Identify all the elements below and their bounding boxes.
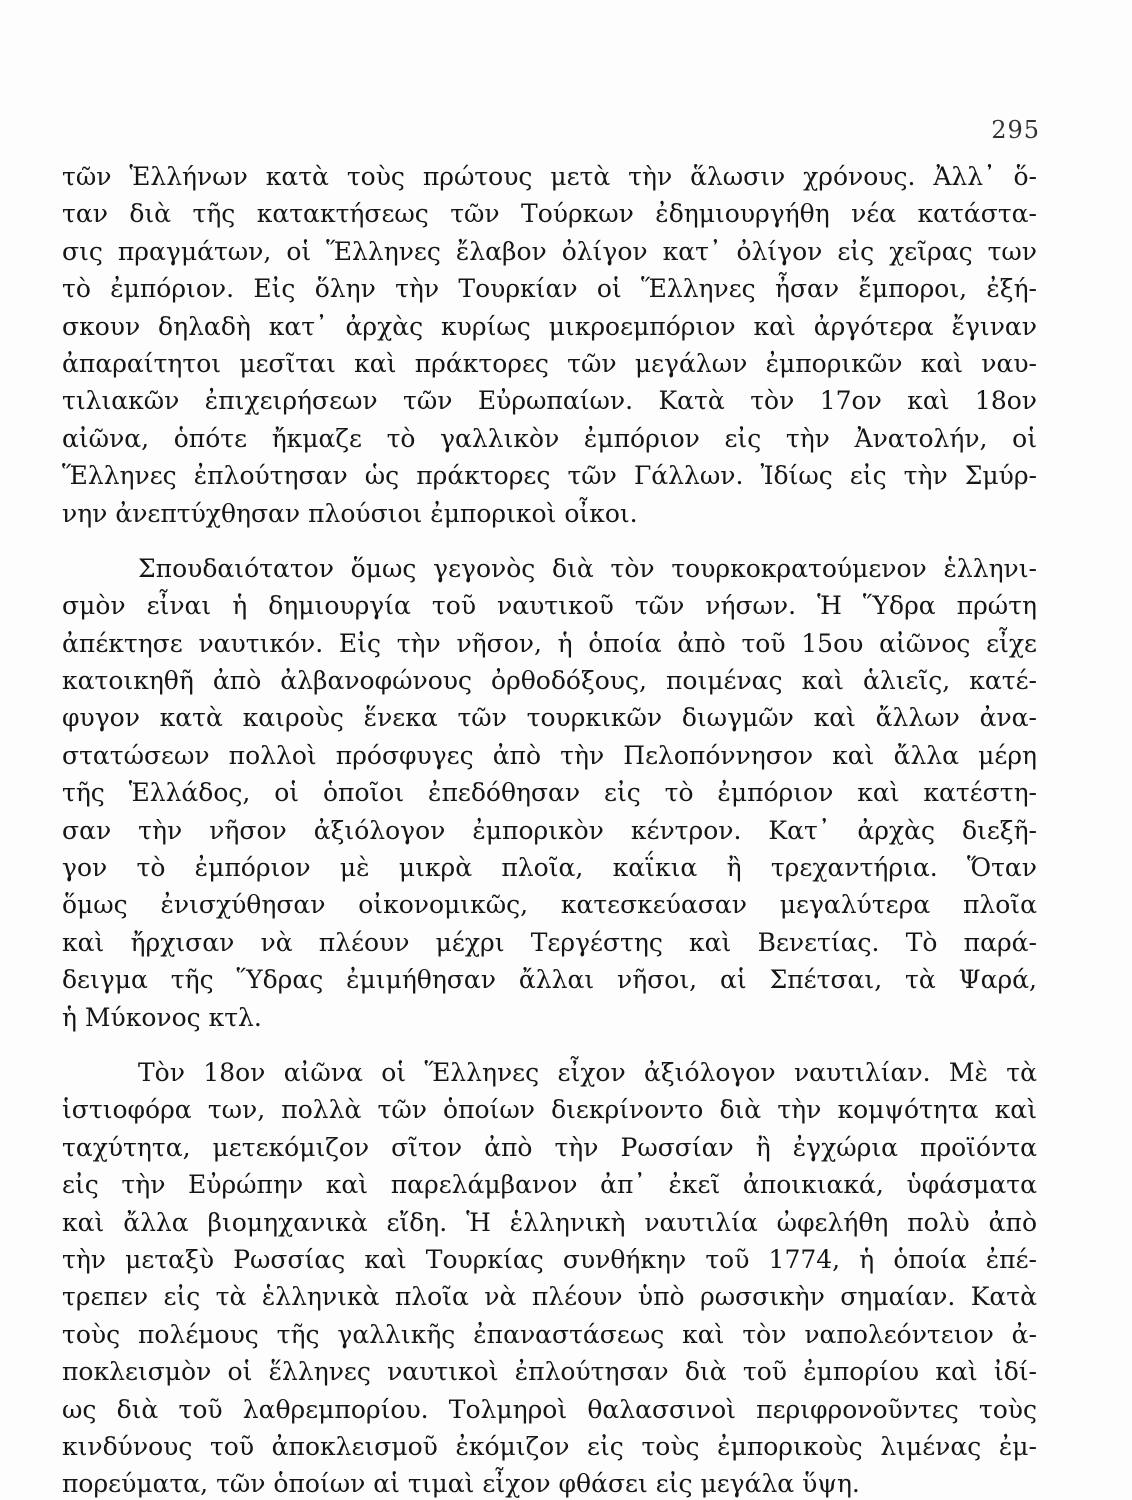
text-line: τῶν Ἑλλήνων κατὰ τοὺς πρώτους μετὰ τὴν ἅλωσιν χρόνους. Ἀλλ᾿ ὅ- [62,162,1037,191]
paragraph-gap [62,1036,1037,1054]
paragraph-gap [62,532,1037,550]
page-number: 295 [991,116,1040,144]
text-line: κατοικηθῆ ἀπὸ ἀλβανοφώνους ὀρθοδόξους, ποιμένας καὶ ἁλιεῖς, κατέ- [62,666,1037,696]
text-line: ἀπαραίτητοι μεσῖται καὶ πράκτορες τῶν μεγάλων ἐμπορικῶν καὶ ναυ- [62,348,1037,378]
text-line: κινδύνους τοῦ ἀποκλεισμοῦ ἐκόμιζον εἰς τοὺς ἐμπορικοὺς λιμένας ἐμ- [62,1431,1037,1461]
text-line: τοὺς πολέμους τῆς γαλλικῆς ἐπαναστάσεως καὶ τὸν ναπολεόντειον ἀ- [62,1319,1037,1349]
text-line: σις πραγμάτων, οἱ Ἕλληνες ἔλαβον ὀλίγον κατ᾿ ὀλίγον εἰς χεῖρας των [62,236,1037,266]
text-line: τιλιακῶν ἐπιχειρήσεων τῶν Εὐρωπαίων. Κατὰ τὸν 17ον καὶ 18ον [62,386,1037,416]
body-text [62,158,1037,1500]
text-line: αἰῶνα, ὁπότε ἤκμαζε τὸ γαλλικὸν ἐμπόριον εἰς τὴν Ἀνατολήν, οἱ [62,423,1037,453]
text-line: Σπουδαιότατον ὅμως γεγονὸς διὰ τὸν τουρκοκρατούμενον ἑλληνι- [138,553,1037,583]
text-line: ἱστιοφόρα των, πολλὰ τῶν ὁποίων διεκρίνοντο διὰ τὴν κομψότητα καὶ [62,1095,1037,1125]
text-line: νην ἀνεπτύχθησαν πλούσιοι ἐμπορικοὶ οἶκοι. [62,498,638,528]
text-line: ἀπέκτησε ναυτικόν. Εἰς τὴν νῆσον, ἡ ὁποία ἀπὸ τοῦ 15ου αἰῶνος εἶχε [62,628,1037,658]
paragraph [62,550,1037,1036]
text-line: ὅμως ἐνισχύθησαν οἰκονομικῶς, κατεσκεύασαν μεγαλύτερα πλοῖα [62,890,1037,920]
text-line: Ἕλληνες ἐπλούτησαν ὡς πράκτορες τῶν Γάλλων. Ἰδίως εἰς τὴν Σμύρ- [62,461,1037,491]
text-line: Τὸν 18ον αἰῶνα οἱ Ἕλληνες εἶχον ἀξιόλογον ναυτιλίαν. Μὲ τὰ [138,1057,1037,1087]
text-line: τρεπεν εἰς τὰ ἑλληνικὰ πλοῖα νὰ πλέουν ὑπὸ ρωσσικὴν σημαίαν. Κατὰ [62,1282,1037,1312]
paragraph [62,1054,1037,1500]
text-line: καὶ ἤρχισαν νὰ πλέουν μέχρι Τεργέστης καὶ Βενετίας. Τὸ παρά- [62,927,1037,957]
text-line: εἰς τὴν Εὐρώπην καὶ παρελάμβανον ἀπ᾿ ἐκεῖ ἀποικιακά, ὑφάσματα [62,1170,1037,1200]
text-line: ως διὰ τοῦ λαθρεμπορίου. Τολμηροὶ θαλασσινοὶ περιφρονοῦντες τοὺς [62,1394,1037,1424]
text-line: δειγμα τῆς Ὕδρας ἐμιμήθησαν ἄλλαι νῆσοι, αἱ Σπέτσαι, τὰ Ψαρά, [62,965,1037,995]
text-line: γον τὸ ἐμπόριον μὲ μικρὰ πλοῖα, καΐκια ἢ τρεχαντήρια. Ὅταν [62,853,1037,883]
text-line: φυγον κατὰ καιροὺς ἕνεκα τῶν τουρκικῶν διωγμῶν καὶ ἄλλων ἀνα- [62,703,1037,733]
paragraph [62,158,1037,532]
text-line: σαν τὴν νῆσον ἀξιόλογον ἐμπορικὸν κέντρον. Κατ᾿ ἀρχὰς διεξῆ- [62,815,1037,845]
text-line: τὴν μεταξὺ Ρωσσίας καὶ Τουρκίας συνθήκην τοῦ 1774, ἡ ὁποία ἐπέ- [62,1244,1037,1274]
text-line: σκουν δηλαδὴ κατ᾿ ἀρχὰς κυρίως μικροεμπόριον καὶ ἀργότερα ἔγιναν [62,311,1037,341]
text-line: πορεύματα, τῶν ὁποίων αἱ τιμαὶ εἶχον φθάσει εἰς μεγάλα ὕψη. [62,1469,860,1499]
text-line: ταχύτητα, μετεκόμιζον σῖτον ἀπὸ τὴν Ρωσσίαν ἢ ἐγχώρια προϊόντα [62,1132,1037,1162]
text-line: καὶ ἄλλα βιομηχανικὰ εἴδη. Ἡ ἑλληνικὴ ναυτιλία ὠφελήθη πολὺ ἀπὸ [62,1207,1037,1237]
text-line: ταν διὰ τῆς κατακτήσεως τῶν Τούρκων ἐδημιουργήθη νέα κατάστα- [62,199,1037,229]
text-line: στατώσεων πολλοὶ πρόσφυγες ἀπὸ τὴν Πελοπόννησον καὶ ἄλλα μέρη [62,740,1037,770]
text-line: σμὸν εἶναι ἡ δημιουργία τοῦ ναυτικοῦ τῶν νήσων. Ἡ Ὕδρα πρώτη [62,591,1037,621]
text-line: τὸ ἐμπόριον. Εἰς ὅλην τὴν Τουρκίαν οἱ Ἕλληνες ἦσαν ἔμποροι, ἐξή- [62,274,1037,304]
text-line: ἡ Μύκονος κτλ. [62,1002,262,1032]
text-line: τῆς Ἑλλάδος, οἱ ὁποῖοι ἐπεδόθησαν εἰς τὸ ἐμπόριον καὶ κατέστη- [62,778,1037,808]
text-line: ποκλεισμὸν οἱ ἕλληνες ναυτικοὶ ἐπλούτησαν διὰ τοῦ ἐμπορίου καὶ ἰδί- [62,1357,1037,1387]
